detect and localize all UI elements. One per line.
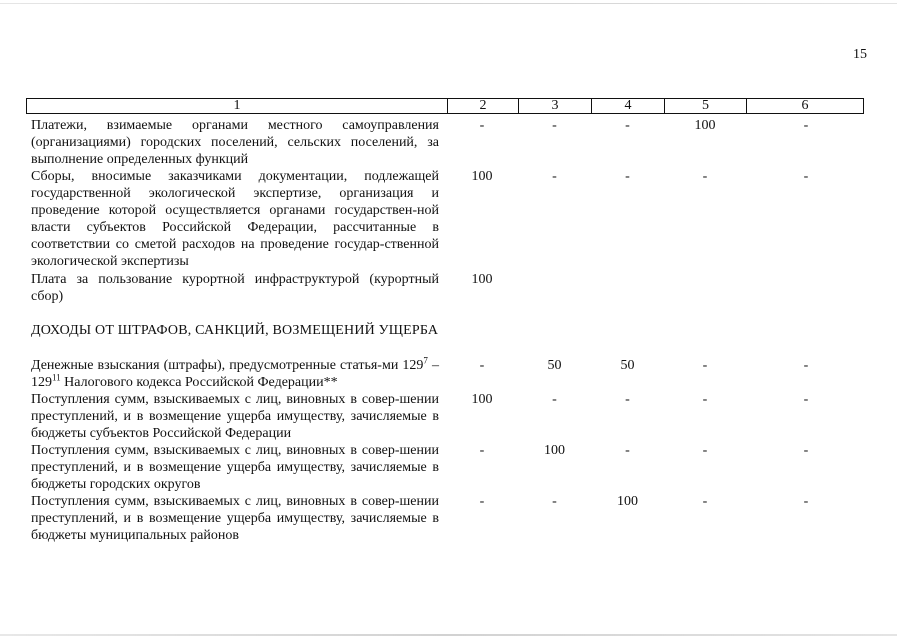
header-col-3: 3 bbox=[518, 99, 591, 113]
table-header-row bbox=[26, 98, 864, 114]
cell-col-5: - bbox=[702, 443, 708, 458]
scan-edge-bottom bbox=[0, 634, 897, 636]
fine-text-mid: – 129 bbox=[31, 358, 439, 390]
cell-col-5: - bbox=[702, 392, 708, 407]
row-description: Поступления сумм, взыскиваемых с лиц, виновных в совер-шении преступлений, и в возмещение ущерба имуществу, зачисляемые в бюджеты субъектов Российской Федерации bbox=[31, 392, 439, 441]
cell-col-2: 100 bbox=[471, 169, 493, 184]
header-col-4: 4 bbox=[591, 99, 664, 113]
cell-col-2: - bbox=[479, 118, 485, 133]
row-description: Платежи, взимаемые органами местного самоуправления (организациями) городских поселений, сельских поселений, за выполнение определенных функций bbox=[31, 118, 439, 167]
cell-col-3: - bbox=[552, 494, 557, 509]
cell-col-2: 100 bbox=[471, 272, 493, 287]
row-description: Поступления сумм, взыскиваемых с лиц, виновных в совер-шении преступлений, и в возмещение ущерба имуществу, зачисляемые в бюджеты городских округов bbox=[31, 443, 439, 492]
cell-col-6: - bbox=[803, 118, 809, 133]
cell-col-4: - bbox=[625, 443, 630, 458]
fine-text-after: Налогового кодекса Российской Федерации** bbox=[60, 375, 338, 390]
header-col-6: 6 bbox=[746, 99, 863, 113]
row-description: Сборы, вносимые заказчиками документации, подлежащей государственной экологической экспертизе, организация и проведение которой осуществляется органами государствен-ной власти субъектов Российской Федерации, рассчитанные в соответствии со сметой расходов на проведение государ-ственной экологической экспертизы bbox=[31, 169, 439, 269]
cell-col-2: - bbox=[479, 494, 485, 509]
cell-col-4: - bbox=[625, 392, 630, 407]
cell-col-3: - bbox=[552, 118, 557, 133]
cell-col-5: - bbox=[702, 358, 708, 373]
cell-col-4: - bbox=[625, 118, 630, 133]
row-description: Поступления сумм, взыскиваемых с лиц, виновных в совер-шении преступлений, и в возмещение ущерба имуществу, зачисляемые в бюджеты муниципальных районов bbox=[31, 494, 439, 543]
cell-col-3: - bbox=[552, 169, 557, 184]
cell-col-6: - bbox=[803, 358, 809, 373]
superscript: 7 bbox=[423, 355, 428, 366]
cell-col-3: - bbox=[552, 392, 557, 407]
superscript: 11 bbox=[52, 372, 61, 383]
cell-col-6: - bbox=[803, 494, 809, 509]
cell-col-4: - bbox=[625, 169, 630, 184]
cell-col-4: 50 bbox=[620, 358, 635, 373]
cell-col-6: - bbox=[803, 392, 809, 407]
cell-col-4: 100 bbox=[617, 494, 638, 509]
cell-col-2: - bbox=[479, 358, 485, 373]
cell-col-6: - bbox=[803, 169, 809, 184]
header-col-5: 5 bbox=[664, 99, 746, 113]
cell-col-5: 100 bbox=[694, 118, 716, 133]
cell-col-3: 100 bbox=[544, 443, 565, 458]
cell-col-2: - bbox=[479, 443, 485, 458]
cell-col-5: - bbox=[702, 169, 708, 184]
page-number: 15 bbox=[853, 47, 867, 62]
header-col-1: 1 bbox=[233, 98, 241, 113]
cell-col-3: 50 bbox=[547, 358, 562, 373]
section-heading: ДОХОДЫ ОТ ШТРАФОВ, САНКЦИЙ, ВОЗМЕЩЕНИЙ УЩЕРБА bbox=[31, 323, 439, 338]
row-description: Плата за пользование курортной инфраструктурой (курортный сбор) bbox=[31, 272, 439, 304]
cell-col-6: - bbox=[803, 443, 809, 458]
cell-col-5: - bbox=[702, 494, 708, 509]
header-col-2: 2 bbox=[447, 99, 518, 113]
cell-col-2: 100 bbox=[471, 392, 493, 407]
row-description bbox=[31, 357, 439, 391]
fine-text-before: Денежные взыскания (штрафы), предусмотренные статья-ми 129 bbox=[31, 358, 424, 373]
scan-edge-top bbox=[0, 3, 897, 4]
